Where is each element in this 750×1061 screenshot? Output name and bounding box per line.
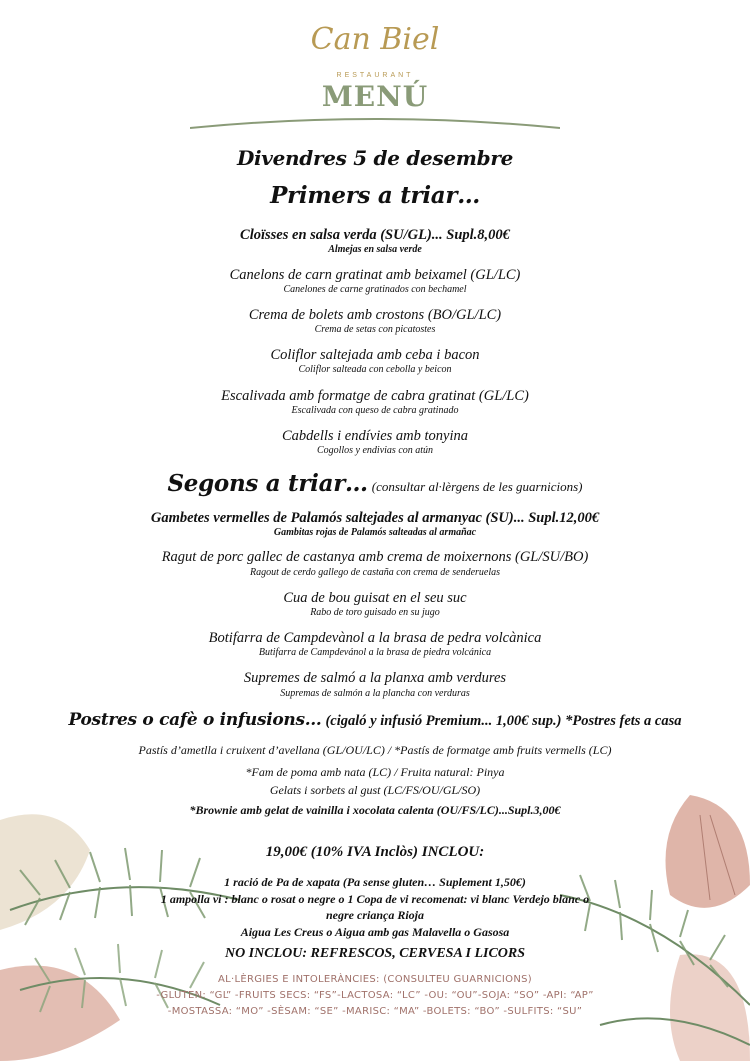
date-title: Divendres 5 de desembre	[236, 146, 514, 170]
segons-heading-row	[0, 470, 750, 497]
price-line: 1 ampolla vi : blanc o rosat o negre o 1 Copa de vi recomenat: vi blanc Verdejo blanc o	[160, 892, 590, 906]
menu-title: MENÚ	[321, 80, 429, 113]
price-line: negre criança Rioja	[326, 908, 424, 922]
primer-item-main: Escalivada amb formatge de cabra gratinat (GL/LC)	[221, 388, 529, 404]
segons-heading: Segons a triar…	[167, 470, 368, 497]
primer-item-sub: Escalivada con queso de cabra gratinado	[291, 405, 459, 416]
segon-item-main: Botifarra de Campdevànol a la brasa de pedra volcànica	[208, 630, 542, 646]
segon-item-sub: Rabo de toro guisado en su jugo	[310, 607, 440, 618]
segon-item-main: Ragut de porc gallec de castanya amb crema de moixernons (GL/SU/BO)	[161, 549, 589, 565]
segon-item-main: Supremes de salmó a la planxa amb verdures	[243, 670, 507, 686]
allergens-title: AL·LÈRGIES E INTOLERÀNCIES: (CONSULTEU GUARNICIONS)	[218, 974, 532, 985]
postres-line: *Brownie amb gelat de vainilla i xocolata calenta (OU/FS/LC)...Supl.3,00€	[189, 803, 561, 817]
segon-item-sub: Supremas de salmón a la plancha con verduras	[280, 688, 470, 699]
logo-name: Can Biel	[310, 22, 440, 57]
price-line: Aigua Les Creus o Aigua amb gas Malavella o Gasosa	[240, 925, 510, 939]
postres-line: *Fam de poma amb nata (LC) / Fruita natural: Pinya	[245, 765, 505, 779]
primer-item-main: Crema de bolets amb crostons (BO/GL/LC)	[248, 307, 502, 323]
postres-line: Pastís d’ametlla i cruixent d’avellana (GL/OU/LC) / *Pastís de formatge amb fruits vermells (LC)	[138, 743, 612, 757]
postres-heading-rest: (cigaló y infusió Premium... 1,00€ sup.) *Postres fets a casa	[325, 713, 682, 729]
primer-item-main: Cloïsses en salsa verda (SU/GL)... Supl.8,00€	[240, 227, 510, 243]
logo-subtitle: RESTAURANT	[336, 72, 414, 79]
postres-heading: Postres o cafè o infusions…	[68, 710, 322, 730]
segon-item-main: Cua de bou guisat en el seu suc	[283, 590, 467, 606]
primers-heading: Primers a triar…	[270, 182, 480, 209]
segon-item-main: Gambetes vermelles de Palamós saltejades al armanyac (SU)... Supl.12,00€	[150, 510, 600, 526]
postres-heading-row	[0, 710, 750, 730]
allergens-line: -MOSTASSA: “MO” -SÈSAM: “SE” -MARISC: “MA” -BOLETS: “BO” -SULFITS: “SU”	[167, 1006, 583, 1017]
primer-item-sub: Coliflor salteada con cebolla y beicon	[298, 364, 452, 375]
primer-item-sub: Canelones de carne gratinados con bechamel	[283, 284, 467, 295]
primer-item-sub: Crema de setas con picatostes	[314, 324, 436, 335]
primer-item-main: Cabdells i endívies amb tonyina	[281, 428, 469, 444]
not-included: NO INCLOU: REFRESCOS, CERVESA I LICORS	[224, 946, 526, 961]
price-title: 19,00€ (10% IVA Inclòs) INCLOU:	[265, 844, 485, 860]
primer-item-sub: Almejas en salsa verde	[328, 244, 422, 255]
primer-item-main: Coliflor saltejada amb ceba i bacon	[270, 347, 480, 363]
segon-item-sub: Gambitas rojas de Palamós salteadas al armañac	[273, 527, 477, 538]
segon-item-sub: Butifarra de Campdevánol a la brasa de piedra volcánica	[258, 647, 492, 658]
allergens-line: -GLUTEN: “GL” -FRUITS SECS: “FS”-LACTOSA: “LC” -OU: “OU”-SOJA: “SO” -API: “AP”	[156, 990, 594, 1001]
postres-line: Gelats i sorbets al gust (LC/FS/OU/GL/SO)	[269, 783, 481, 797]
price-line: 1 ració de Pa de xapata (Pa sense gluten… Suplement 1,50€)	[224, 875, 526, 889]
primer-item-sub: Cogollos y endivias con atún	[316, 445, 434, 456]
primer-item-main: Canelons de carn gratinat amb beixamel (GL/LC)	[229, 267, 521, 283]
segons-note: (consultar al·lèrgens de les guarnicions)	[371, 479, 583, 494]
segon-item-sub: Ragout de cerdo gallego de castaña con crema de senderuelas	[249, 567, 501, 578]
logo-divider	[190, 114, 560, 134]
